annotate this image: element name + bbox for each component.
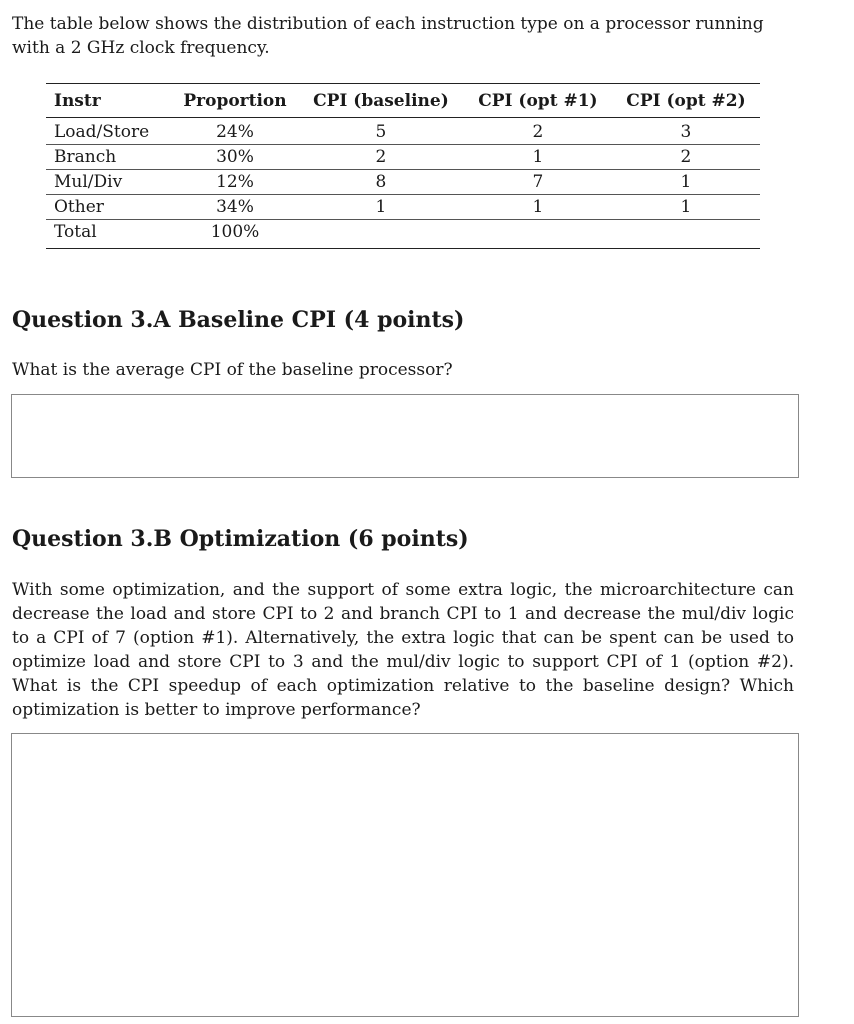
cell-proportion: 34% — [172, 195, 298, 220]
cell-cpi-baseline: 8 — [298, 170, 464, 195]
cell-proportion: 30% — [172, 145, 298, 170]
cell-proportion: 24% — [172, 118, 298, 145]
cell-cpi-opt2: 3 — [612, 118, 760, 145]
cell-cpi-opt1: 1 — [464, 145, 612, 170]
instruction-distribution-table — [46, 83, 760, 249]
table-row — [46, 170, 760, 195]
question-3a-heading: Question 3.A Baseline CPI (4 points) — [12, 307, 465, 333]
cell-cpi-baseline: 2 — [298, 145, 464, 170]
cell-instr: Total — [54, 222, 97, 242]
question-3a-answer-box[interactable] — [11, 394, 799, 478]
table-total-row — [46, 220, 760, 249]
question-3a-text: What is the average CPI of the baseline processor? — [12, 360, 453, 380]
table-row — [46, 195, 760, 220]
header-cpi-opt1: CPI (opt #1) — [464, 84, 612, 118]
cell-cpi-baseline: 5 — [298, 118, 464, 145]
cell-cpi-opt2: 2 — [612, 145, 760, 170]
table-header-row — [46, 84, 760, 118]
cell-proportion: 12% — [172, 170, 298, 195]
cell-cpi-baseline — [298, 220, 464, 249]
question-3b-answer-box[interactable] — [11, 733, 799, 1017]
cell-instr: Mul/Div — [46, 170, 172, 195]
cell-proportion: 100% — [210, 222, 260, 242]
cell-instr: Other — [46, 195, 172, 220]
cell-cpi-opt2 — [612, 220, 760, 249]
header-cpi-baseline: CPI (baseline) — [298, 84, 464, 118]
question-3b-heading: Question 3.B Optimization (6 points) — [12, 526, 469, 552]
intro-paragraph: The table below shows the distribution of each instruction type on a processor running with a 2 GHz clock frequency. — [12, 14, 764, 58]
cell-instr: Load/Store — [46, 118, 172, 145]
table-row — [46, 118, 760, 145]
header-cpi-opt2: CPI (opt #2) — [612, 84, 760, 118]
cell-instr: Branch — [46, 145, 172, 170]
header-proportion: Proportion — [172, 84, 298, 118]
table-row — [46, 145, 760, 170]
cell-cpi-opt1: 2 — [464, 118, 612, 145]
question-3b-text: With some optimization, and the support of some extra logic, the microarchitecture can decrease the load and store CPI to 2 and branch CPI to 1 and decrease the mul/div logic to a CPI of 7 (option #1). Alternatively, the extra logic that can be spent can be used to optimize load and store CPI to 3 and the mul/div logic to support CPI of 1 (option #2). What is the CPI speedup of each optimization relative to the baseline design? Which optimization is better to improve performance? — [12, 580, 794, 720]
header-instr: Instr — [46, 84, 172, 118]
cell-cpi-opt2: 1 — [612, 170, 760, 195]
cell-cpi-opt2: 1 — [612, 195, 760, 220]
cell-cpi-opt1: 1 — [464, 195, 612, 220]
cell-cpi-baseline: 1 — [298, 195, 464, 220]
cell-cpi-opt1 — [464, 220, 612, 249]
cell-cpi-opt1: 7 — [464, 170, 612, 195]
